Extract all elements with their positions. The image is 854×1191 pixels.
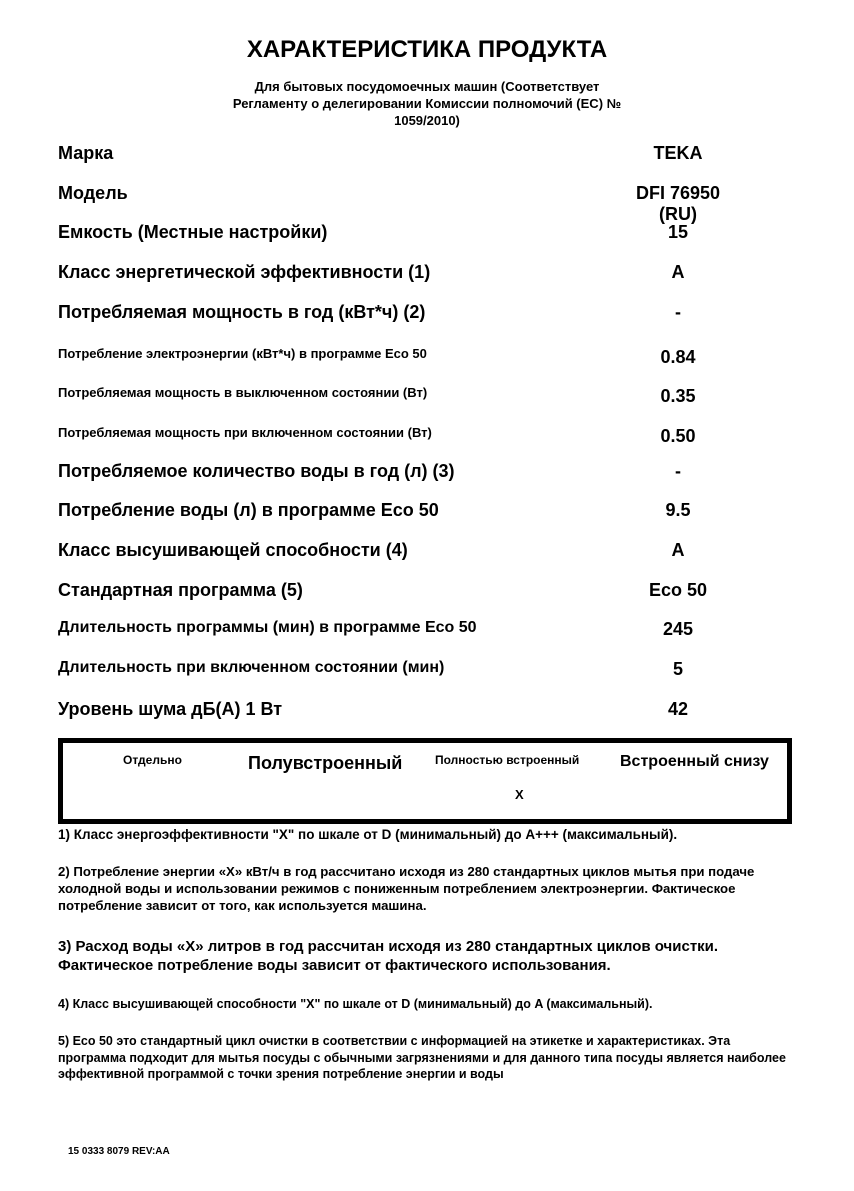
spec-label: Потребляемая мощность при включенном состоянии (Вт) <box>58 424 432 440</box>
spec-label: Класс высушивающей способности (4) <box>58 540 408 560</box>
spec-row <box>58 222 798 252</box>
spec-row <box>58 262 798 292</box>
spec-value: - <box>675 301 681 322</box>
install-selected-mark: X <box>515 787 524 802</box>
spec-label: Марка <box>58 143 114 163</box>
footnote-5: 5) Eco 50 это стандартный цикл очистки в соответствии с информацией на этикетке и характеристиках. Эта программа подходит для мытья посуды с обычными загрязнениями и для данного типа посуды является наиболее эффективной программой с точки зрения потребление энергии и воды <box>58 1034 786 1081</box>
spec-row <box>58 461 798 491</box>
spec-label: Длительность программы (мин) в программе Eco 50 <box>58 619 477 637</box>
footnote-2: 2) Потребление энергии «X» кВт/ч в год рассчитано исходя из 280 стандартных циклов мытья при подаче холодной воды и использовании режимов с пониженным потреблением электроэнергии. Фактическое потребление зависит от того, как используется машина. <box>58 864 755 913</box>
footnote-1: 1) Класс энергоэффективности "X" по шкале от D (минимальный) до A+++ (максимальный). <box>58 827 678 842</box>
install-freestanding: Отдельно <box>123 753 182 767</box>
spec-row <box>58 659 798 689</box>
spec-value: 5 <box>672 659 683 680</box>
subtitle-line: Для бытовых посудомоечных машин (Соответствует <box>254 79 600 94</box>
spec-label: Класс энергетической эффективности (1) <box>58 262 431 283</box>
install-fully-integrated: Полностью встроенный <box>435 753 580 767</box>
spec-row <box>58 421 798 451</box>
install-built-under: Встроенный снизу <box>620 753 769 770</box>
spec-row <box>58 540 798 570</box>
spec-label: Уровень шума дБ(A) 1 Вт <box>58 698 283 719</box>
footnote-3: 3) Расход воды «X» литров в год рассчитан исходя из 280 стандартных циклов очистки. Фактическое потребление воды зависит от фактического использования. <box>58 938 719 974</box>
installation-type-box <box>58 738 792 824</box>
page-title: ХАРАКТЕРИСТИКА ПРОДУКТА <box>246 36 608 63</box>
spec-value: 15 <box>667 222 689 243</box>
spec-value: - <box>675 460 681 481</box>
spec-row <box>58 342 798 372</box>
spec-row <box>58 381 798 411</box>
spec-value: TEKA <box>653 143 703 163</box>
spec-label: Потребляемое количество воды в год (л) (3) <box>58 460 455 481</box>
spec-value: A <box>671 262 685 283</box>
spec-value: A <box>671 540 685 560</box>
spec-label: Емкость (Местные настройки) <box>58 222 328 243</box>
spec-row <box>58 302 798 332</box>
spec-label: Стандартная программа (5) <box>58 579 303 600</box>
spec-row <box>58 580 798 610</box>
spec-label: Длительность при включенном состоянии (мин) <box>58 659 445 677</box>
spec-label: Потребление электроэнергии (кВт*ч) в программе Eco 50 <box>58 345 427 361</box>
spec-value: 42 <box>667 698 689 719</box>
subtitle <box>150 78 704 129</box>
spec-value: 9.5 <box>665 500 691 521</box>
spec-row <box>58 699 798 729</box>
spec-row <box>58 182 798 224</box>
spec-row <box>58 619 798 649</box>
spec-value: Eco 50 <box>648 579 708 600</box>
spec-value: 0.84 <box>660 346 696 367</box>
footnote-4: 4) Класс высушивающей способности "X" по шкале от D (минимальный) до A (максимальный). <box>58 997 653 1011</box>
spec-row <box>58 143 798 173</box>
subtitle-line: 1059/2010) <box>394 113 460 128</box>
subtitle-line: Регламенту о делегировании Комиссии полномочий (ЕС) № <box>232 96 622 111</box>
document-code: 15 0333 8079 REV:AA <box>68 1146 170 1157</box>
spec-label: Потребление воды (л) в программе Eco 50 <box>58 500 439 521</box>
spec-label: Потребляемая мощность в выключенном состоянии (Вт) <box>58 385 428 401</box>
spec-value: 0.35 <box>660 386 696 407</box>
install-semi-integrated: Полувстроенный <box>248 753 403 773</box>
spec-row <box>58 500 798 530</box>
spec-label: Потребляемая мощность в год (кВт*ч) (2) <box>58 301 426 322</box>
spec-value: 0.50 <box>660 425 696 446</box>
spec-value: 245 <box>662 619 694 640</box>
spec-value: DFI 76950 (RU) <box>635 182 721 224</box>
spec-label: Модель <box>58 182 128 203</box>
